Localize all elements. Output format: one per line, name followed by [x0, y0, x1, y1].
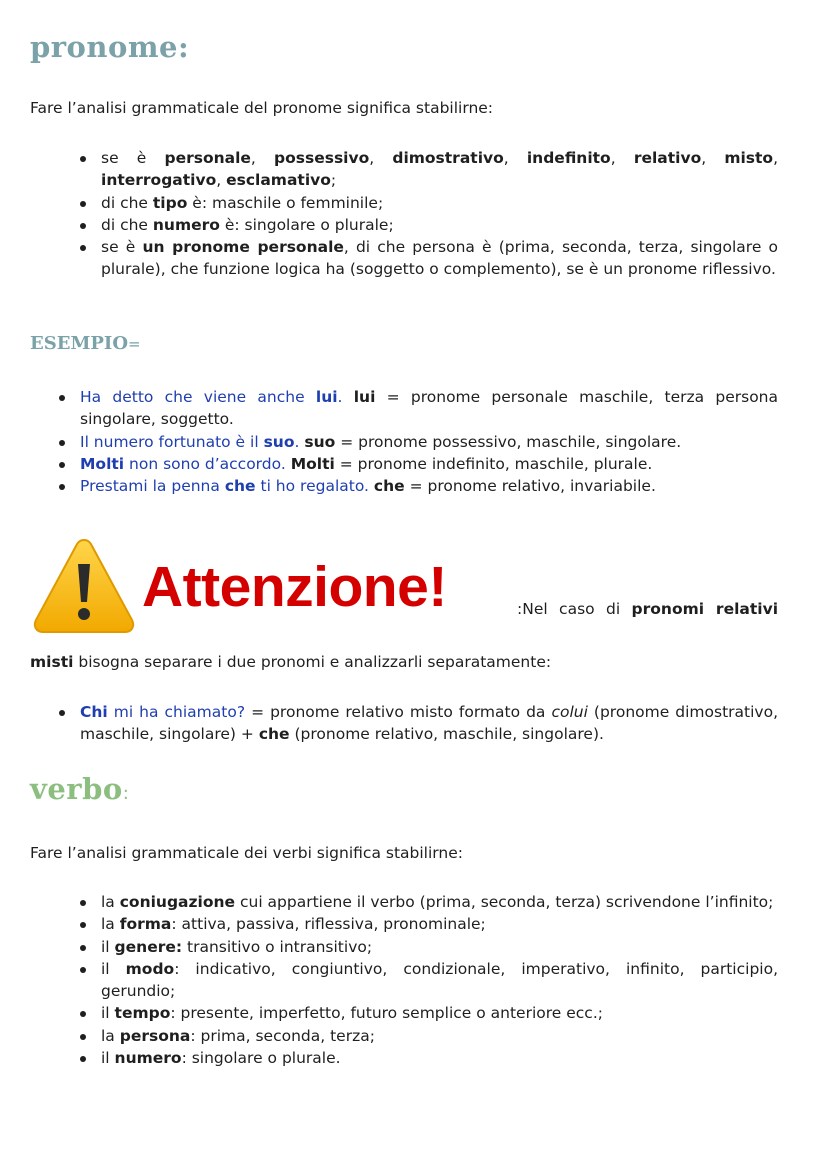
list-item-text: personale [164, 149, 251, 167]
list-item-text: il [101, 1004, 115, 1023]
list-item-text: = pronome possessivo, maschile, singolare. [335, 432, 682, 451]
list-item-text: ti ho regalato. [255, 477, 374, 496]
list-item-text: il [101, 1049, 115, 1068]
warning-icon [32, 536, 136, 636]
list-item-text: che [224, 477, 256, 496]
list-item-text: , [773, 149, 778, 167]
list-item [101, 936, 778, 958]
attenzione-row [32, 536, 778, 636]
list-item-text: possessivo [274, 149, 370, 167]
list-item-text: di che [101, 193, 153, 212]
attenzione-list [80, 701, 778, 746]
list-item-text: (pronome dimostrativo, maschile, singolare) + [80, 703, 779, 744]
list-item-text: misto [724, 149, 774, 167]
pronome-intro: Fare l’analisi grammaticale del pronome significa stabilirne: [30, 99, 494, 117]
list-item [80, 475, 778, 497]
list-item-text: , [503, 149, 527, 167]
list-item-text: transitivo o intransitivo; [182, 937, 373, 956]
list-item [80, 386, 778, 431]
list-item-text: la [101, 915, 120, 934]
list-item-text: numero [114, 1049, 182, 1068]
verbo-list [101, 891, 778, 1069]
list-item-text: tipo [152, 193, 188, 212]
list-item-text: genere: [114, 937, 183, 956]
list-item-text: è: maschile o femminile; [187, 193, 384, 212]
list-item-text: un pronome personale [142, 238, 344, 257]
list-item-text: , [250, 149, 275, 167]
list-item-text: forma [119, 915, 172, 934]
list-item-text: cui appartiene il verbo (prima, seconda, terza) scrivendone l’infinito; [235, 893, 774, 911]
attenzione-continuation: misti bisogna separare i due pronomi e analizzarli separatamente: [30, 653, 552, 671]
list-item [101, 1047, 778, 1069]
list-item-text: , [369, 149, 393, 167]
list-item-text: il [101, 937, 115, 956]
list-item-text: che [373, 477, 405, 496]
attenzione-tail: :Nel caso di pronomi relativi [517, 600, 779, 618]
list-item-text: modo [125, 959, 175, 978]
list-item-text: , [216, 171, 227, 190]
list-item-text: di che [101, 215, 153, 234]
list-item-text: che [258, 725, 290, 744]
list-item [101, 913, 778, 935]
list-item [80, 453, 778, 475]
list-item-text: non sono d’accordo. [124, 454, 291, 473]
list-item [101, 1025, 778, 1047]
list-item-text: : indicativo, congiuntivo, condizionale, imperativo, infinito, participio, gerundio; [101, 959, 778, 1001]
list-item-text: : prima, seconda, terza; [190, 1026, 375, 1045]
list-item-text: esclamativo [226, 171, 331, 190]
list-item-text: (pronome relativo, maschile, singolare). [289, 725, 604, 744]
list-item-text: : singolare o plurale. [181, 1049, 341, 1068]
list-item-text: Ha detto che viene anche [80, 388, 316, 406]
list-item-text: se è [101, 149, 165, 167]
list-item-text: lui [353, 388, 376, 406]
list-item-text: indefinito [526, 149, 611, 167]
list-item-text: : presente, imperfetto, futuro semplice o anteriore ecc.; [170, 1004, 603, 1023]
list-item-text: se è [101, 238, 143, 257]
section-title-pronome: pronome: [30, 30, 190, 64]
list-item-text: suo [263, 432, 295, 451]
list-item-text: = pronome relativo, invariabile. [404, 477, 656, 496]
list-item-text: . [337, 388, 354, 406]
list-item-text: Prestami la penna [80, 477, 225, 496]
list-item-text: lui [315, 388, 338, 406]
list-item-text: la [101, 893, 120, 911]
verbo-intro: Fare l’analisi grammaticale dei verbi significa stabilirne: [30, 844, 463, 862]
list-item-text: dimostrativo [392, 149, 504, 167]
list-item-text: la [101, 1026, 120, 1045]
list-item-text: , [610, 149, 634, 167]
list-item-text: = pronome personale maschile, terza persona singolare, soggetto. [80, 388, 778, 429]
list-item-text: il [101, 959, 126, 978]
list-item-text: ; [330, 171, 337, 190]
list-item-text: colui [551, 703, 588, 721]
list-item-text: interrogativo [101, 171, 217, 190]
list-item-text: numero [152, 215, 220, 234]
list-item [80, 431, 778, 453]
pronome-list [101, 147, 778, 281]
list-item-text: . [294, 432, 305, 451]
list-item-text: tempo [114, 1004, 171, 1023]
list-item-text: = pronome indefinito, maschile, plurale. [334, 454, 653, 473]
list-item-text: suo [304, 432, 336, 451]
list-item [101, 192, 778, 214]
list-item-text: , [701, 149, 725, 167]
list-item [80, 701, 778, 746]
list-item-text: relativo [633, 149, 702, 167]
esempio-list [80, 386, 778, 497]
list-item [101, 236, 778, 281]
list-item [101, 958, 778, 1003]
list-item [101, 891, 778, 913]
list-item [101, 214, 778, 236]
list-item [101, 147, 778, 192]
list-item-text: Molti [290, 454, 335, 473]
list-item-text: : attiva, passiva, riflessiva, pronominale; [171, 915, 486, 934]
list-item [101, 1002, 778, 1024]
list-item-text: = pronome relativo misto formato da [245, 703, 552, 721]
section-title-esempio: ESEMPIO= [30, 333, 141, 354]
list-item-text: mi ha chiamato? [107, 703, 246, 721]
list-item-text: è: singolare o plurale; [219, 215, 394, 234]
attenzione-title: Attenzione! [142, 555, 447, 619]
list-item-text: Molti [80, 454, 125, 473]
section-title-verbo: verbo: [30, 772, 130, 806]
list-item-text: Il numero fortunato è il [80, 432, 264, 451]
list-item-text: , di che persona è (prima, seconda, terza, singolare o plurale), che funzione logica ha (soggetto o complemento), se è un pronome riflessivo. [101, 238, 778, 279]
list-item-text: persona [119, 1026, 191, 1045]
list-item-text: coniugazione [119, 893, 236, 911]
list-item-text: Chi [80, 703, 108, 721]
